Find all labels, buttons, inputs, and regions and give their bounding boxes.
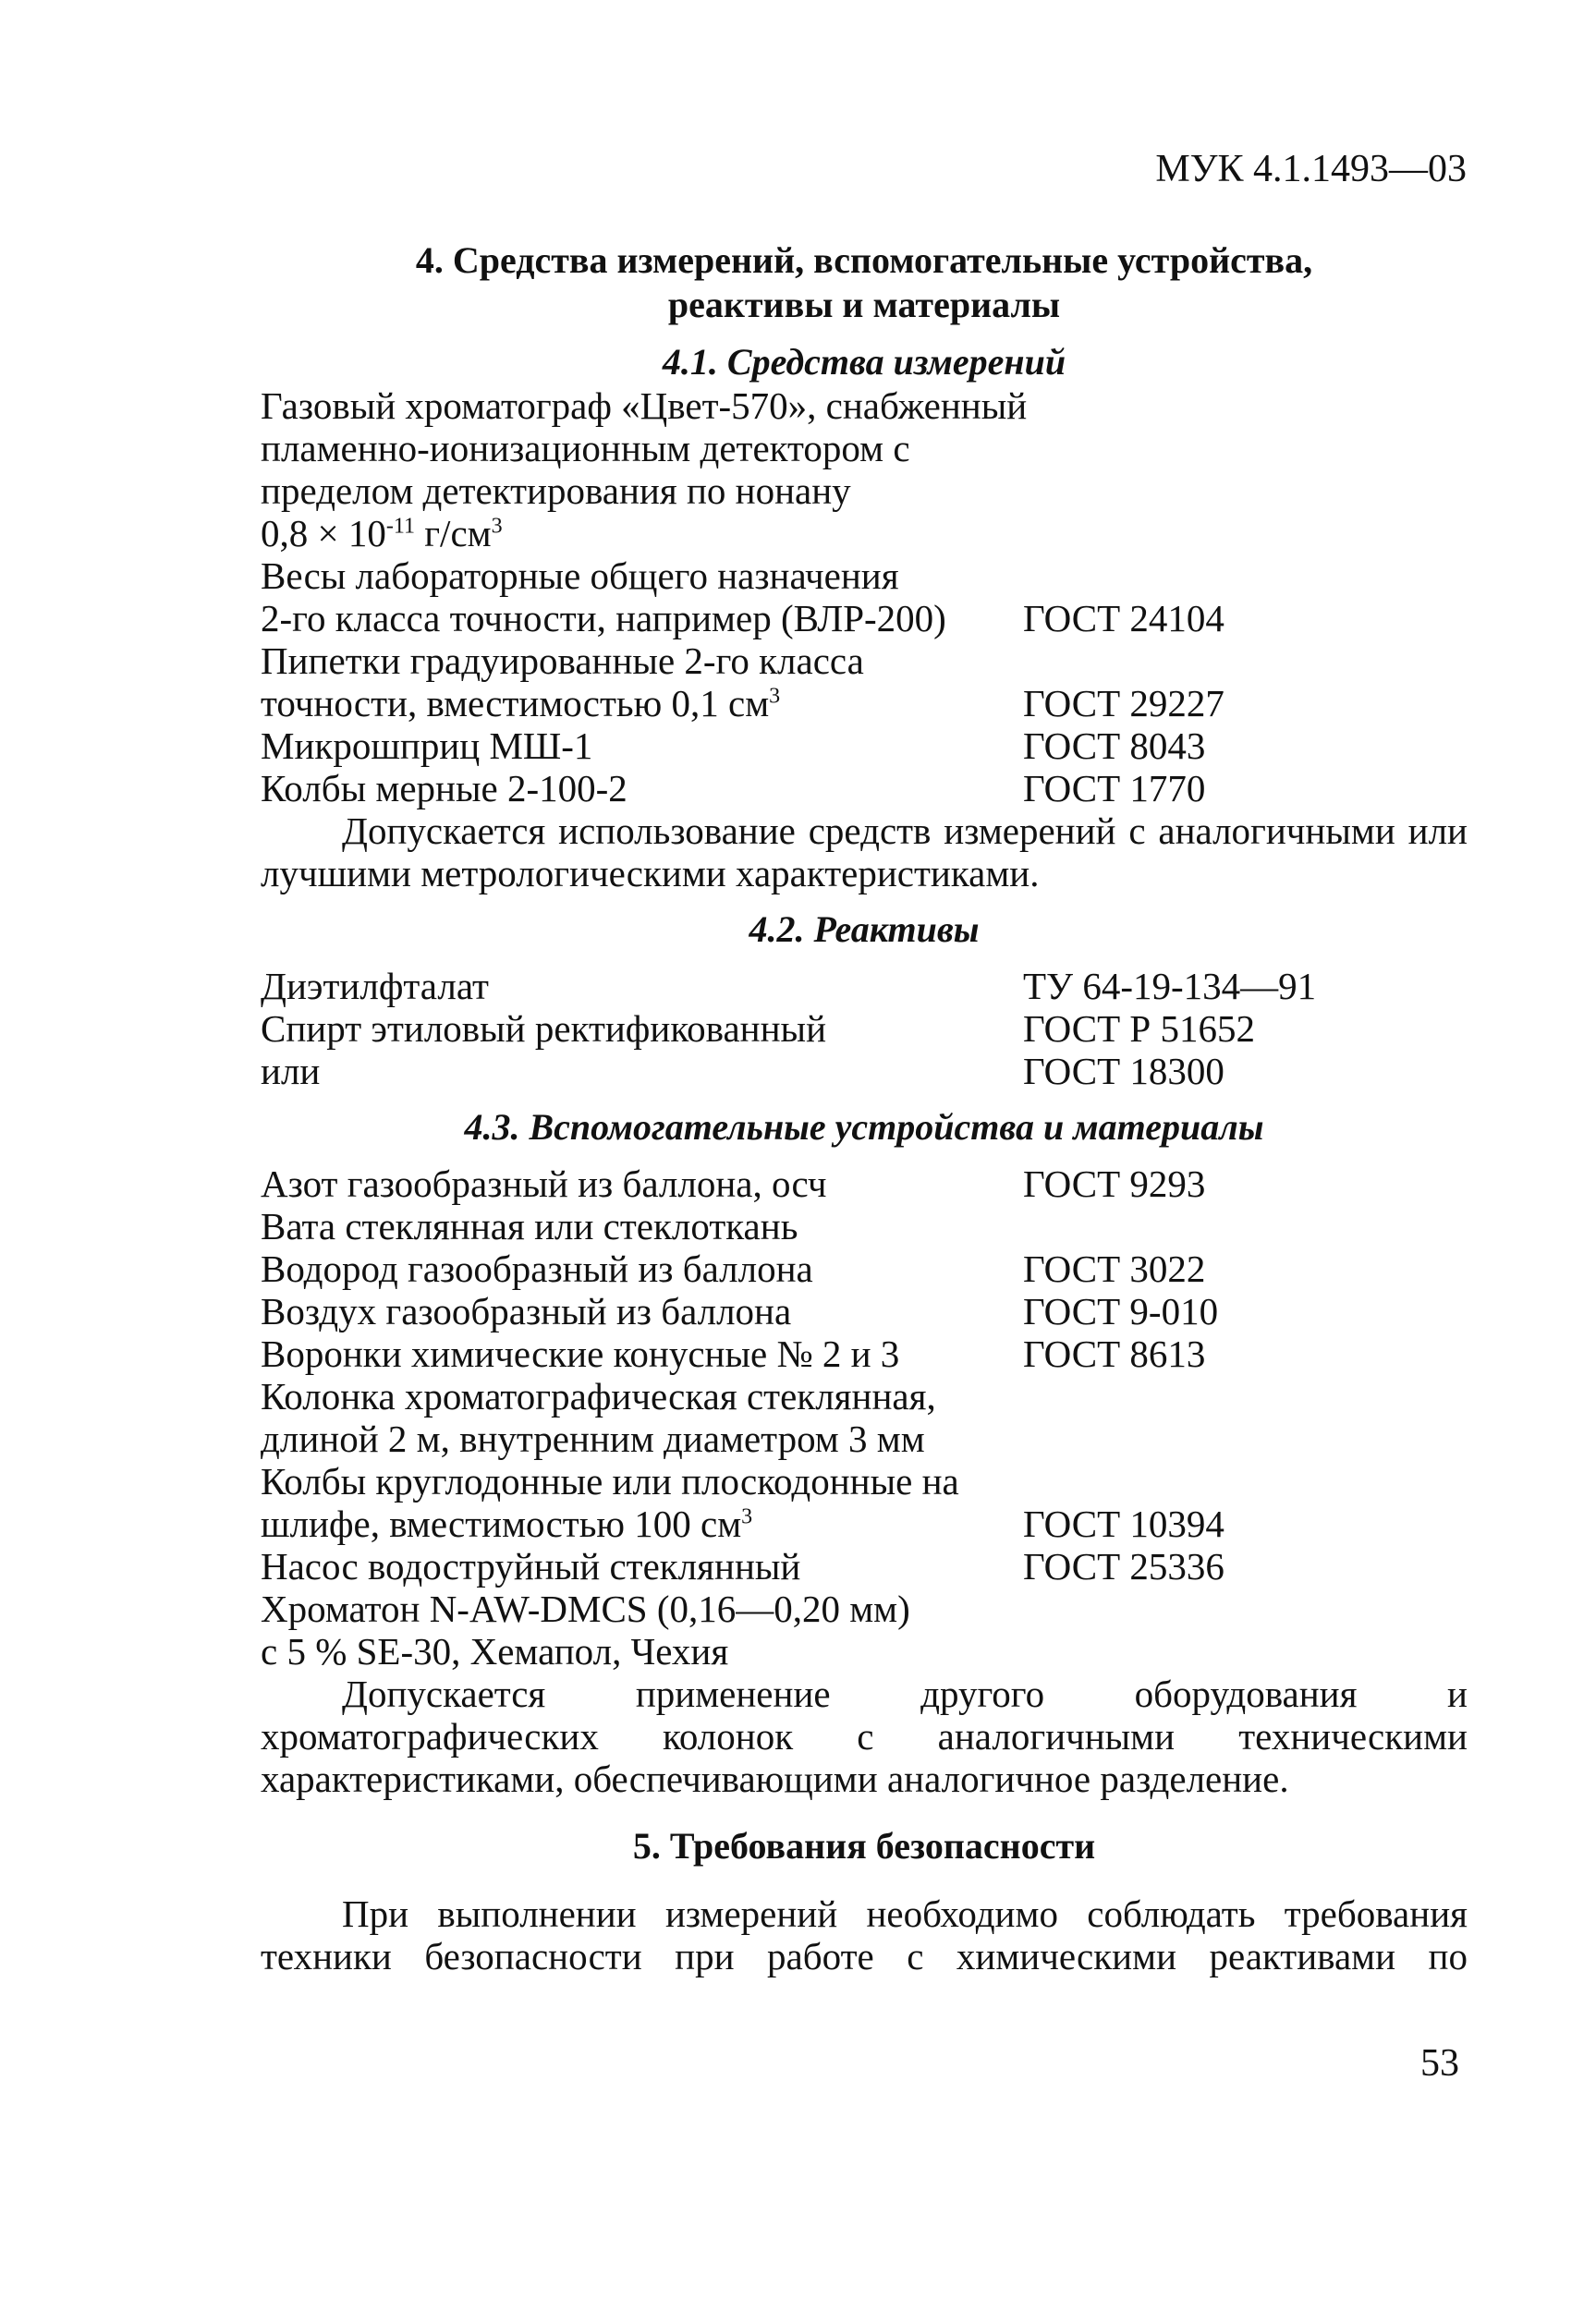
item-text-line: пределом детектирования по нонану <box>261 469 851 512</box>
item-text: Микрошприц МШ-1 <box>261 724 593 767</box>
item-standard: ГОСТ 1770 <box>1023 767 1206 809</box>
auxiliary-list <box>261 1162 1468 1673</box>
list-item <box>261 1050 1468 1092</box>
item-text <box>261 1503 1023 1545</box>
list-item <box>261 1205 1468 1247</box>
list-item <box>261 1545 1468 1588</box>
item-text: Спирт этиловый ректификованный <box>261 1007 827 1050</box>
list-item <box>261 1007 1468 1050</box>
item-text: Азот газообразный из баллона, осч <box>261 1162 827 1205</box>
subsection-4-1-title: 4.1. Средства измерений <box>662 341 1066 383</box>
item-text: или <box>261 1050 321 1092</box>
item-text-line: Пипетки градуированные 2-го класса <box>261 639 864 682</box>
unit-exponent: 3 <box>741 1504 753 1529</box>
document-header-code: МУК 4.1.1493—03 <box>1155 148 1467 190</box>
list-item <box>261 724 1468 767</box>
section-5-title: 5. Требования безопасности <box>632 1825 1096 1867</box>
item-standard: ГОСТ 18300 <box>1023 1050 1224 1092</box>
item-text: точности, вместимостью 0,1 см <box>261 682 770 724</box>
instruments-list <box>261 384 1468 809</box>
item-text: с 5 % SE-30, Хемапол, Чехия <box>261 1630 729 1673</box>
item-text: Хроматон N-AW-DMCS (0,16—0,20 мм) <box>261 1588 910 1630</box>
item-text: Водород газообразный из баллона <box>261 1247 813 1290</box>
list-item <box>261 1418 1468 1460</box>
subsection-4-2-title: 4.2. Реактивы <box>749 908 980 950</box>
item-standard: ГОСТ 9293 <box>1023 1162 1206 1205</box>
detection-limit-value: 0,8 × 10 <box>261 512 386 554</box>
item-text: длиной 2 м, внутренним диаметром 3 мм <box>261 1418 925 1460</box>
list-item <box>261 1162 1468 1205</box>
list-item <box>261 554 1468 639</box>
page-number: 53 <box>1420 2042 1459 2085</box>
list-item <box>261 384 1468 512</box>
item-standard: ГОСТ 10394 <box>1023 1503 1224 1545</box>
section-4-title <box>261 238 1468 327</box>
list-item <box>261 639 1468 724</box>
item-standard: ГОСТ 9-010 <box>1023 1290 1219 1332</box>
item-text-line: Весы лабораторные общего назначения <box>261 554 899 597</box>
list-item <box>261 767 1468 809</box>
list-item <box>261 1247 1468 1290</box>
item-text-line: Газовый хроматограф «Цвет-570», снабженный <box>261 384 1028 427</box>
item-standard: ГОСТ 24104 <box>1023 597 1224 639</box>
item-standard: ГОСТ 29227 <box>1023 682 1224 724</box>
item-text: Колонка хроматографическая стеклянная, <box>261 1375 936 1418</box>
safety-text-line2: техники безопасности при работе с химическими реактивами по <box>261 1935 1468 1977</box>
item-text-line: пламенно-ионизационным детектором с <box>261 427 910 469</box>
reagents-list <box>261 965 1468 1092</box>
item-standard: ГОСТ Р 51652 <box>1023 1007 1255 1050</box>
item-standard: ГОСТ 3022 <box>1023 1247 1206 1290</box>
item-standard: ТУ 64-19-134—91 <box>1023 965 1317 1007</box>
safety-text-line1: При выполнении измерений необходимо соблюдать требования <box>342 1892 1468 1935</box>
detection-limit-unit: г/см <box>414 512 492 554</box>
item-text: Воздух газообразный из баллона <box>261 1290 792 1332</box>
list-item <box>261 1290 1468 1332</box>
item-text-line: 2-го класса точности, например (ВЛР-200) <box>261 597 946 639</box>
list-item <box>261 965 1468 1007</box>
item-text-line <box>261 682 1023 724</box>
list-item <box>261 1588 1468 1630</box>
item-text: Колбы круглодонные или плоскодонные на <box>261 1460 959 1503</box>
unit-exponent: 3 <box>769 684 781 709</box>
safety-paragraph <box>261 1892 1468 1977</box>
item-text: Воронки химические конусные № 2 и 3 <box>261 1332 900 1375</box>
detection-limit-unit-exponent: 3 <box>491 514 503 539</box>
item-standard: ГОСТ 25336 <box>1023 1545 1224 1588</box>
list-item <box>261 512 1468 554</box>
list-item <box>261 1503 1468 1545</box>
list-item <box>261 1375 1468 1418</box>
item-standard: ГОСТ 8613 <box>1023 1332 1206 1375</box>
list-item <box>261 1630 1468 1673</box>
section-4-title-line1: 4. Средства измерений, вспомогательные устройства, <box>415 239 1313 281</box>
section-4-title-line2: реактивы и материалы <box>667 284 1061 325</box>
item-text: Насос водоструйный стеклянный <box>261 1545 801 1588</box>
item-text: Диэтилфталат <box>261 965 489 1007</box>
auxiliary-note: Допускается применение другого оборудования и хроматографических колонок с аналогичными техническими характеристиками, обеспечивающими аналогичное разделение. <box>261 1673 1468 1800</box>
subsection-4-3-title: 4.3. Вспомогательные устройства и материалы <box>464 1106 1264 1148</box>
list-item <box>261 1332 1468 1375</box>
item-standard: ГОСТ 8043 <box>1023 724 1206 767</box>
instruments-note: Допускается использование средств измерений с аналогичными или лучшими метрологическими характеристиками. <box>261 809 1468 894</box>
page-content <box>261 238 1468 1977</box>
list-item <box>261 1460 1468 1503</box>
item-text: Колбы мерные 2-100-2 <box>261 767 627 809</box>
item-text-main: шлифе, вместимостью 100 см <box>261 1503 742 1545</box>
detection-limit-exponent: -11 <box>385 514 415 539</box>
item-text: Вата стеклянная или стеклоткань <box>261 1205 798 1247</box>
